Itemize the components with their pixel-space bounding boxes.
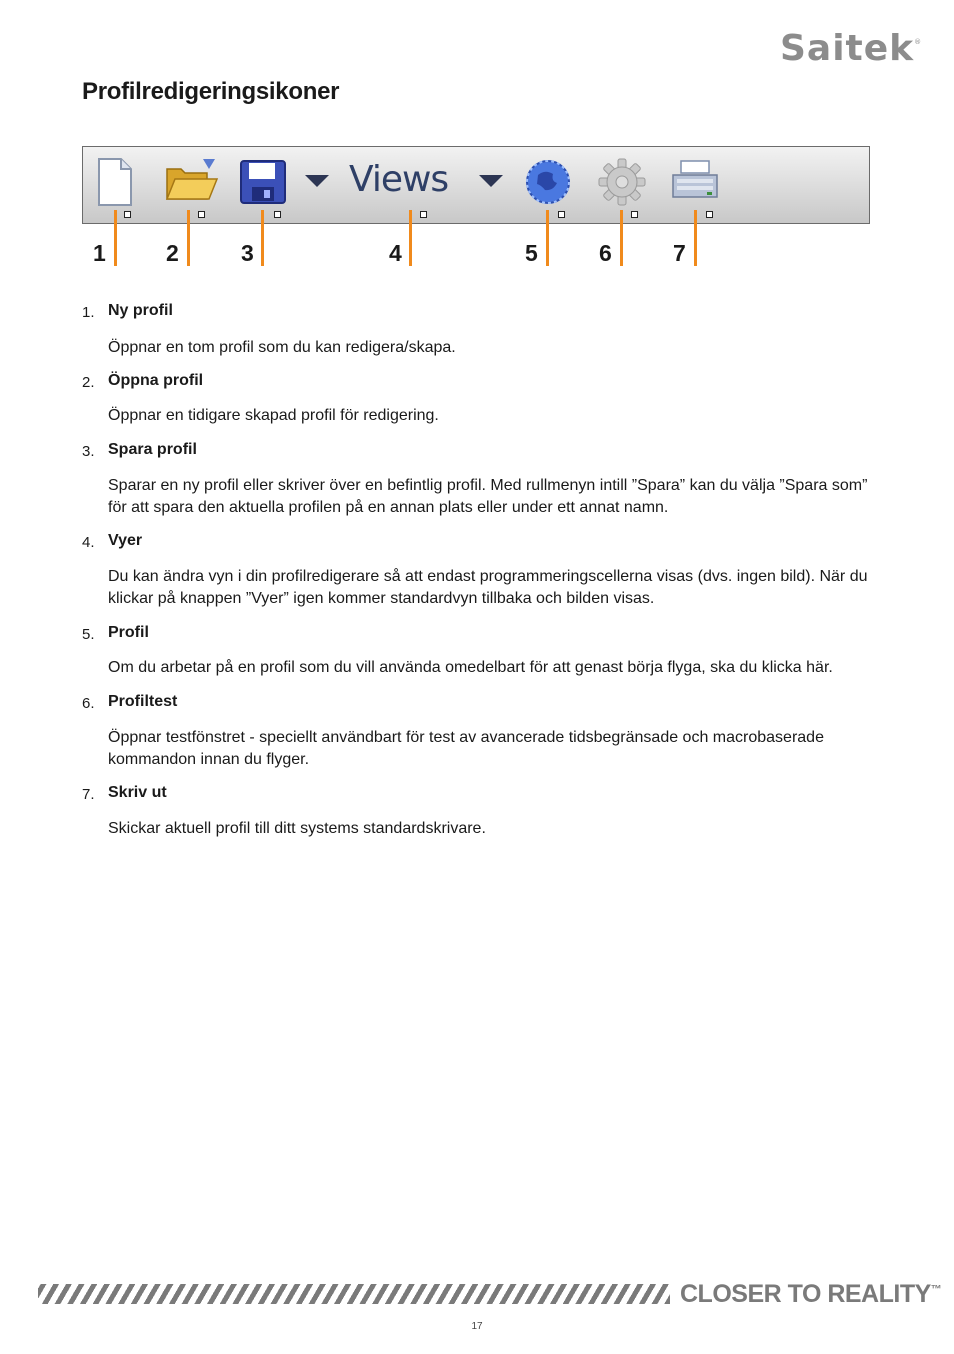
- page-title: Profilredigeringsikoner: [82, 78, 340, 105]
- saitek-logo: [780, 28, 922, 69]
- list-item-title: Skriv ut: [108, 784, 167, 801]
- tagline-text: CLOSER TO REALITY: [680, 1280, 931, 1308]
- list-item-description: Du kan ändra vyn i din profilredigerare så att endast programmeringscellerna visas (dvs. ingen bild). När du klickar på knappen ”Vyer” igen kommer standardvyn tillbaka och bilden visas.: [108, 568, 868, 607]
- list-item-number: 3.: [82, 443, 95, 460]
- callout-number: 4: [389, 240, 402, 266]
- callout-line: [261, 210, 264, 266]
- globe-icon[interactable]: [523, 157, 573, 207]
- save-dropdown-arrow[interactable]: [305, 175, 329, 187]
- list-item-number: 6.: [82, 695, 95, 712]
- list-item-description: Sparar en ny profil eller skriver över en befintlig profil. Med rullmenyn intill ”Spara” kan du välja ”Spara som” för att spara den aktuella profilen på en annan plats eller under ett annat namn.: [108, 477, 868, 516]
- list-item-description: Öppnar en tom profil som du kan redigera/skapa.: [108, 339, 456, 356]
- checkbox-icon: [198, 211, 205, 218]
- list-item-number: 5.: [82, 626, 95, 643]
- callout-number: 1: [93, 240, 106, 266]
- callout-number: 6: [599, 240, 612, 266]
- list-item-title: Profil: [108, 624, 149, 641]
- checkbox-icon: [274, 211, 281, 218]
- views-dropdown-arrow[interactable]: [479, 175, 503, 187]
- list-item-description: Skickar aktuell profil till ditt systems standardskrivare.: [108, 820, 486, 837]
- trademark-mark: ™: [930, 1283, 942, 1296]
- views-button[interactable]: Views: [349, 159, 449, 200]
- callout-number: 2: [166, 240, 179, 266]
- callout-line: [409, 210, 412, 266]
- footer-stripes: [38, 1284, 670, 1304]
- callout-line: [694, 210, 697, 266]
- checkbox-icon: [420, 211, 427, 218]
- list-item-title: Profiltest: [108, 693, 178, 710]
- checkbox-icon: [558, 211, 565, 218]
- list-item-number: 7.: [82, 786, 95, 803]
- callout-line: [114, 210, 117, 266]
- callout-line: [546, 210, 549, 266]
- callout-line: [620, 210, 623, 266]
- callout-number: 3: [241, 240, 254, 266]
- new-document-icon[interactable]: [95, 157, 135, 207]
- save-floppy-icon[interactable]: [239, 159, 287, 205]
- list-item-description: Om du arbetar på en profil som du vill använda omedelbart för att genast börja flyga, ska du klicka här.: [108, 659, 833, 676]
- list-item-description: Öppnar testfönstret - speciellt användbart för test av avancerade tidsbegränsade och macrobaserade kommandon innan du flyger.: [108, 729, 824, 768]
- list-item-number: 4.: [82, 534, 95, 551]
- list-item-title: Öppna profil: [108, 372, 204, 389]
- callout-number: 5: [525, 240, 538, 266]
- logo-text: Saitek: [780, 28, 915, 69]
- callout-number: 7: [673, 240, 686, 266]
- footer-tagline: [680, 1280, 941, 1309]
- list-item-number: 1.: [82, 304, 95, 321]
- profile-editor-toolbar: [82, 146, 870, 224]
- checkbox-icon: [706, 211, 713, 218]
- list-item-description: Öppnar en tidigare skapad profil för redigering.: [108, 407, 439, 424]
- callout-line: [187, 210, 190, 266]
- printer-icon[interactable]: [669, 157, 721, 205]
- page-number: 17: [471, 1321, 483, 1332]
- checkbox-icon: [124, 211, 131, 218]
- list-item-number: 2.: [82, 374, 95, 391]
- gear-icon[interactable]: [597, 157, 647, 207]
- open-folder-icon[interactable]: [163, 155, 219, 205]
- list-item-title: Spara profil: [108, 441, 197, 458]
- registered-mark: ®: [914, 38, 923, 46]
- checkbox-icon: [631, 211, 638, 218]
- list-item-title: Vyer: [108, 532, 143, 549]
- list-item-title: Ny profil: [108, 302, 173, 319]
